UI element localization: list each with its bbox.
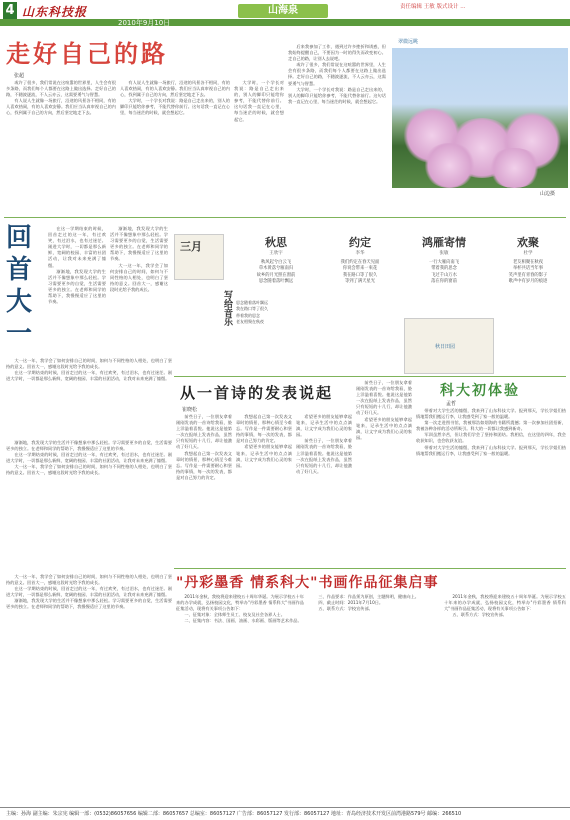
article2-col3: 大一这一年，我学会了如何安排自己的时间，如何与不同性格的人相处，也明白了坚持的意义。回首大一，感谢这段时光给予我的成长。 在这一学期结束的时候，回首走过的这一年，有过欢笑，有过泪水，也有过迷茫。刚进大学时，一切都是那么新鲜，宽阔的校园、丰富的社团活动，让我对未来充满了憧憬。 — [6, 358, 172, 382]
article2-col4: 渐渐地，我发现大学的生活并不像想象中那么轻松。学习需要更多的自觉，生活需要更多的独立。在老师和同学的帮助下，我慢慢适应了这里的节奏。 在这一学期结束的时候，回首走过的这一年，有过欢笑，有过泪水，也有过迷茫。刚进大学时，一切都是那么新鲜，宽阔的校园、丰富的社团活动，让我对未来充满了憧憬。 大一这一年，我学会了如何安排自己的时间，如何与不同性格的人相处，也明白了坚持的意义。回首大一，感谢这段时光给予我的成长。 — [6, 440, 172, 476]
issue-date: 2010年9月10日 — [118, 19, 171, 27]
article1-col2: 有人说人生就像一场旅行，沿途的风景各不相同，有的人喜欢热闹，有的人喜欢安静。我们应当认真审视自己的内心，找到属于自己的方向，然后坚定地走下去。 大学时，一个学长对我说：路是自己走出来的，别人的脚印只能给你参考，不能代替你前行。这句话我一直记在心里，每当迷茫的时候，就会想起它。 — [120, 80, 230, 116]
article4-title: 科大初体验 — [440, 383, 520, 399]
article4-author: 孟哲 — [446, 401, 457, 407]
notice-col3: 2011年金秋，我校将迎来建校五十周年华诞。为展示学校五十年来的办学成就，弘扬校园文化，特举办"丹彩墨香 情系科大"书画作品征集活动，现将有关事项公告如下： 五、联系方式：学校宣传部。 — [444, 594, 566, 618]
notice-col1: 2011年金秋，我校将迎来建校五十周年华诞。为展示学校五十年来的办学成就，弘扬校园文化，特举办"丹彩墨香 情系科大"书画作品征集活动，现将有关事项公告如下： 一、征集对象：全体师生员工、校友及社会各界人士。 二、征集内容：书法、国画、油画、水彩画、版画等艺术作品。 — [176, 594, 304, 624]
divider — [174, 376, 566, 377]
article1-col1: 或许了很多，我们常说在这喧嚣的世界里，人生会有很多条路，而我们每个人都要在这路上做出选择。走好自己的路，不随波逐流，不人云亦云，这需要勇气与智慧。 有人说人生就像一场旅行，沿途的风景各不相同，有的人喜欢热闹，有的人喜欢安静。我们应当认真审视自己的内心，找到属于自己的方向，然后坚定地走下去。 — [6, 80, 116, 116]
article3-col1: 前些日子，一位朋友拿着刚刚发表的一首诗给我看，脸上洋溢着喜悦。他说这是他第一次在报纸上发表作品，虽然只有短短的十几行，却让他激动了好几天。 我想起自己第一次发表文章时的情景，那种心情至今难忘。写作是一件需要耐心和坚持的事情，每一次的发表，都是对自己努力的肯定。 — [176, 414, 232, 480]
article1-title: 走好自己的路 — [6, 39, 168, 68]
article3-col3: 希望更多的朋友能够拿起笔来，记录生活中的点点滴滴，让文字成为我们心灵的家园。 前些日子，一位朋友拿着刚刚发表的一首诗给我看，脸上洋溢着喜悦。他说这是他第一次在报纸上发表作品，虽然只有短短的十几行，却让他激动了好几天。 — [296, 414, 352, 474]
article2-col1: 在这一学期结束的时候，回首走过的这一年，有过欢笑，有过泪水，也有过迷茫。刚进大学时，一切都是那么新鲜，宽阔的校园、丰富的社团活动，让我对未来充满了憧憬。 渐渐地，我发现大学的生活并不像想象中那么轻松。学习需要更多的自觉，生活需要更多的独立。在老师和同学的帮助下，我慢慢适应了这里的节奏。 — [48, 226, 106, 305]
divider — [4, 217, 566, 218]
article2-col2: 渐渐地，我发现大学的生活并不像想象中那么轻松。学习需要更多的自觉，生活需要更多的独立。在老师和同学的帮助下，我慢慢适应了这里的节奏。 大一这一年，我学会了如何安排自己的时间，如何与不同性格的人相处，也明白了坚持的意义。回首大一，感谢这段时光给予我的成长。 — [110, 226, 168, 292]
landscape-photo — [392, 48, 568, 188]
article1-author: 张超 — [14, 73, 25, 79]
page-footer: 主编：孙海 副主编：朱宗宪 编辑一部：(0532)86057656 编辑二部：86057657 总编室：86057127 广告部：86057127 发行部：86057127 地址：青岛经济技术开发区前湾港路579号 邮编：266510 — [0, 807, 570, 820]
section-title: 山海泉 — [238, 4, 328, 18]
article2-col5: 大一这一年，我学会了如何安排自己的时间，如何与不同性格的人相处，也明白了坚持的意义。回首大一，感谢这段时光给予我的成长。 在这一学期结束的时候，回首走过的这一年，有过欢笑，有过泪水，也有过迷茫。刚进大学时，一切都是那么新鲜，宽阔的校园、丰富的社团活动，让我对未来充满了憧憬。 渐渐地，我发现大学的生活并不像想象中那么轻松。学习需要更多的自觉，生活需要更多的独立。在老师和同学的帮助下，我慢慢适应了这里的节奏。 — [6, 574, 172, 610]
poem-1: 秋思 王欣宇 秋风起兮白云飞 草木黄落兮雁南归 故乡的月光照在窗前 思念随着落叶飘远 — [256, 236, 296, 284]
article2-title: 回首大一 — [6, 223, 37, 349]
article3-col4: 前些日子，一位朋友拿着刚刚发表的一首诗给我看，脸上洋溢着喜悦。他说这是他第一次在报纸上发表作品，虽然只有短短的十几行，却让他激动了好几天。 希望更多的朋友能够拿起笔来，记录生活中的点点滴滴，让文字成为我们心灵的家园。 — [356, 380, 412, 440]
poem-group-subtitle: 写给音乐 — [222, 290, 232, 326]
article3-col2: 我想起自己第一次发表文章时的情景，那种心情至今难忘。写作是一件需要耐心和坚持的事情，每一次的发表，都是对自己努力的肯定。 希望更多的朋友能够拿起笔来，记录生活中的点点滴滴，让文字成为我们心灵的家园。 — [236, 414, 292, 468]
poem-3: 鸿雁寄情 张敏 一行大雁向南飞 带着我的思念 飞过千山万水 落在你的窗前 — [422, 236, 466, 284]
poem-group-title: 三月 — [180, 240, 202, 253]
photo-caption: 翠微远眺 — [398, 39, 419, 45]
divider — [174, 568, 566, 569]
sketch-illustration: 秋日田园 — [404, 318, 494, 374]
article3-author: 崔晓松 — [182, 407, 198, 413]
poem-extra-lines: 思念随着落叶飘远 我在路口等了很久 带着我的思念 老友相聚在秋夜 — [236, 300, 268, 324]
notice-col2: 三、作品要求：作品须为原创，主题鲜明，健康向上。 四、截止时间：2011年7月10日。 五、联系方式：学校宣传部。 — [318, 594, 419, 612]
page-header — [0, 0, 570, 30]
photo-credit: 山边摄 — [540, 191, 556, 197]
article1-col3: 大学时，一个学长对我说：路是自己走出来的，别人的脚印只能给你参考，不能代替你前行。这句话我一直记在心里，每当迷茫的时候，就会想起它。 — [234, 80, 284, 122]
editor-credits: 责任编辑 王敏 版式设计 ... — [400, 4, 466, 10]
poem-2: 约定 李华 我们约定在春天见面 你说会带来一束花 我在路口等了很久 等到了满天星光 — [340, 236, 380, 284]
article4-body: 带着对大学生活的憧憬，我来到了山东科技大学。报到那天，学长学姐们热情地帮我们搬运行李，让我感受到了家一般的温暖。 第一次走进图书馆，我被那浩如烟海的书籍所震撼；第一次参加社团招新，我被各种各样的活动所吸引。科大的一切都让我感到新奇。 军训虽然辛苦，但让我们学会了坚持和团结。我相信，在这里的四年，我会收获知识，也会收获友谊。 带着对大学生活的憧憬，我来到了山东科技大学。报到那天，学长学姐们热情地帮我们搬运行李，让我感受到了家一般的温暖。 — [416, 408, 566, 456]
newspaper-name: 山东科技报 — [22, 5, 88, 19]
article3-title: 从一首诗的发表说起 — [180, 384, 334, 402]
poem-4: 欢聚 杜学 老友相聚在秋夜 举杯共话当年事 笑声里有青春的影子 歌声中有岁月的痕迹 — [508, 236, 548, 284]
notice-title: "丹彩墨香 情系科大"书画作品征集启事 — [176, 575, 439, 591]
article1-col4: 后来我参加了工作，遇到过许多挫折和诱惑，但我始终提醒自己，不要因为一时的得失而改变初心。走自己的路，让别人去说吧。 或许了很多，我们常说在这喧嚣的世界里，人生会有很多条路，而我们每个人都要在这路上做出选择。走好自己的路，不随波逐流，不人云亦云，这需要勇气与智慧。 大学时，一个学长对我说：路是自己走出来的，别人的脚印只能给你参考，不能代替你前行。这句话我一直记在心里，每当迷茫的时候，就会想起它。 — [288, 44, 386, 104]
header-band — [0, 19, 570, 26]
page-number: 4 — [3, 2, 17, 19]
